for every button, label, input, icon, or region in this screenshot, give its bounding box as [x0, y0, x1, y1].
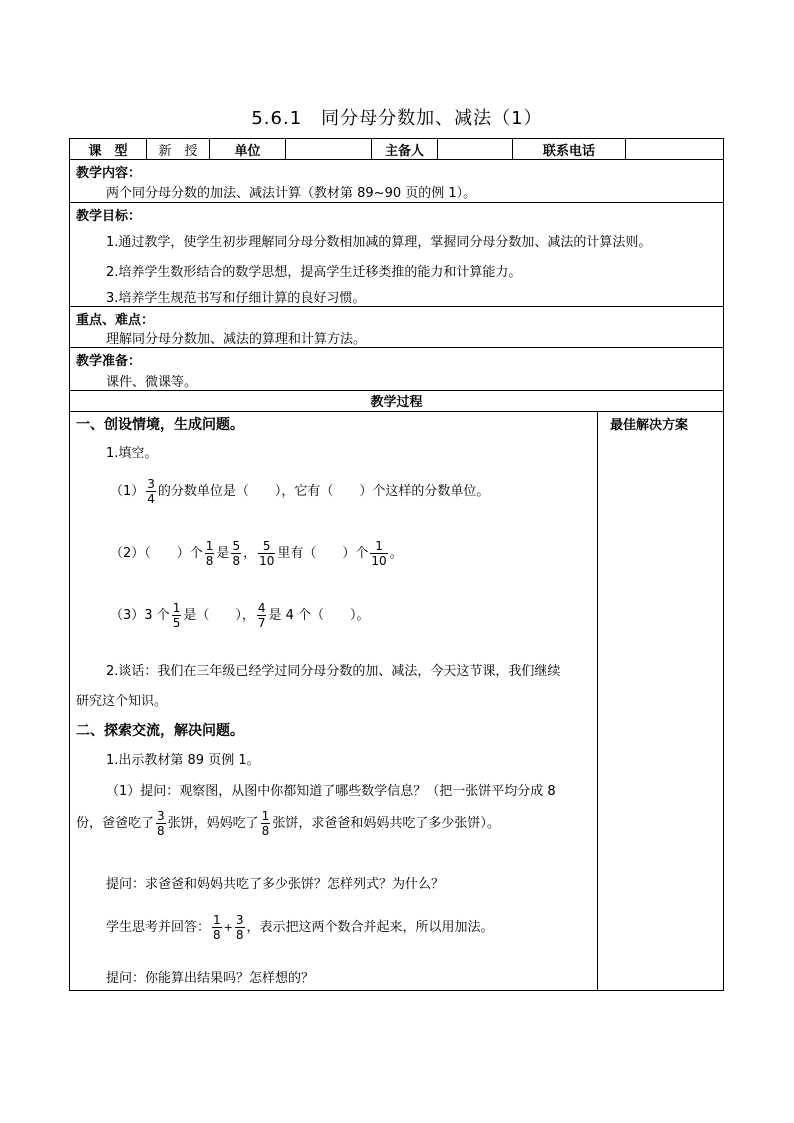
goal-item: 3.培养学生规范书写和仔细计算的良好习惯。: [106, 291, 366, 306]
preparation-section: [69, 347, 724, 391]
denominator: 5: [172, 616, 181, 630]
denominator: 8: [261, 824, 270, 838]
goal-item: 1.通过教学，使学生初步理解同分母分数相加减的算理，掌握同分母分数加、减法的计算法则。: [106, 235, 652, 250]
numerator: 5: [262, 539, 271, 553]
fraction: [257, 601, 267, 630]
denominator: 8: [235, 928, 244, 942]
unit-label: 单位: [209, 139, 285, 159]
key-points-text: 理解同分母分数加、减法的算理和计算方法。: [106, 332, 367, 347]
numerator: 3: [147, 477, 155, 491]
key-points-section: [69, 306, 724, 348]
process-header: 教学过程: [370, 395, 423, 410]
fill-label: 1.填空。: [106, 446, 158, 461]
answer-text: 学生思考并回答：: [106, 920, 211, 935]
header-row: [69, 138, 724, 160]
fraction: [212, 913, 222, 942]
example-line: 1.出示教材第 89 页例 1。: [106, 753, 260, 768]
fraction: [370, 539, 387, 568]
preparation-label: 教学准备：: [76, 354, 142, 369]
preparation-text: 课件、微课等。: [106, 375, 198, 390]
talk-line-2: 研究这个知识。: [76, 694, 168, 709]
fraction: [231, 539, 241, 568]
course-type-value: 新 授: [146, 139, 209, 159]
numerator: 1: [205, 539, 214, 553]
numerator: 1: [172, 601, 181, 615]
denominator: 10: [259, 554, 275, 568]
ask1-text: 张饼，求爸爸和妈妈共吃了多少张饼）。: [272, 816, 500, 831]
unit-value: [285, 139, 371, 159]
q2-text: ，: [243, 546, 257, 561]
fraction: [146, 477, 156, 506]
q2-prefix: （2）（ ）个: [110, 546, 203, 561]
content-label: 教学内容：: [76, 166, 142, 181]
process-header-row: [69, 390, 724, 412]
preparer-label: 主备人: [371, 139, 437, 159]
side-header: 最佳解决方案: [610, 418, 689, 433]
q2-text: 。: [389, 546, 403, 561]
numerator: 4: [257, 601, 266, 615]
question-2: [110, 539, 403, 568]
ask1-line1: （1）提问：观察图，从图中你都知道了哪些数学信息？（把一张饼平均分成 8: [106, 784, 556, 799]
q3-text: 是 4 个（ ）。: [268, 608, 370, 623]
course-type-label: 课 型: [88, 143, 128, 159]
question-1: [110, 477, 489, 506]
numerator: 5: [232, 539, 241, 553]
answer-line: [106, 913, 494, 942]
denominator: 8: [213, 928, 221, 942]
phone-label: 联系电话: [512, 139, 625, 159]
key-points-label: 重点、难点：: [76, 313, 155, 328]
section1-heading: 一、创设情境，生成问题。: [76, 417, 244, 433]
question-3: [110, 601, 370, 630]
q2-text: 里有（ ）个: [277, 546, 369, 561]
goals-section: [69, 202, 724, 307]
denominator: 4: [147, 492, 155, 506]
goal-item: 2.培养学生数形结合的数学思想，提高学生迁移类推的能力和计算能力。: [106, 265, 522, 280]
process-body: [69, 411, 724, 991]
ask2-line: 提问：求爸爸和妈妈共吃了多少张饼？怎样列式？为什么？: [106, 877, 445, 892]
denominator: 8: [232, 554, 241, 568]
plus-sign: +: [223, 921, 233, 934]
q2-text: 是: [216, 546, 230, 561]
ask3-line: 提问：你能算出结果吗？怎样想的？: [106, 971, 315, 986]
numerator: 1: [375, 539, 383, 553]
goals-label: 教学目标：: [76, 209, 142, 224]
content-text: 两个同分母分数的加法、减法计算（教材第 89~90 页的例 1）。: [106, 186, 477, 201]
q1-rest: 的分数单位是（ ），它有（ ）个这样的分数单位。: [157, 484, 490, 499]
denominator: 7: [257, 616, 266, 630]
preparer-value: [437, 139, 512, 159]
content-section: [69, 159, 724, 203]
phone-value: [625, 139, 723, 159]
denominator: 8: [157, 824, 165, 838]
fraction: [261, 809, 271, 838]
talk-line-1: 2.谈话：我们在三年级已经学过同分母分数的加、减法，今天这节课，我们继续: [106, 664, 561, 679]
q3-text: 是（ ），: [183, 608, 255, 623]
numerator: 1: [213, 913, 221, 927]
q1-prefix: （1）: [110, 484, 145, 499]
fraction: [235, 913, 245, 942]
q3-prefix: （3）3 个: [110, 608, 170, 623]
numerator: 1: [261, 809, 270, 823]
section2-heading: 二、探索交流，解决问题。: [76, 723, 244, 739]
answer-text: ，表示把这两个数合并起来，所以用加法。: [246, 920, 494, 935]
fraction: [205, 539, 215, 568]
ask1-text: 份，爸爸吃了: [76, 816, 155, 831]
column-divider: [597, 411, 598, 990]
denominator: 8: [205, 554, 214, 568]
numerator: 3: [157, 809, 165, 823]
denominator: 10: [371, 554, 387, 568]
ask1-text: 张饼，妈妈吃了: [167, 816, 259, 831]
fraction: [258, 539, 275, 568]
fraction: [172, 601, 182, 630]
fraction: [156, 809, 166, 838]
numerator: 3: [235, 913, 244, 927]
page-title: 5.6.1 同分母分数加、减法（1）: [251, 108, 543, 129]
ask1-line2: [76, 809, 500, 838]
